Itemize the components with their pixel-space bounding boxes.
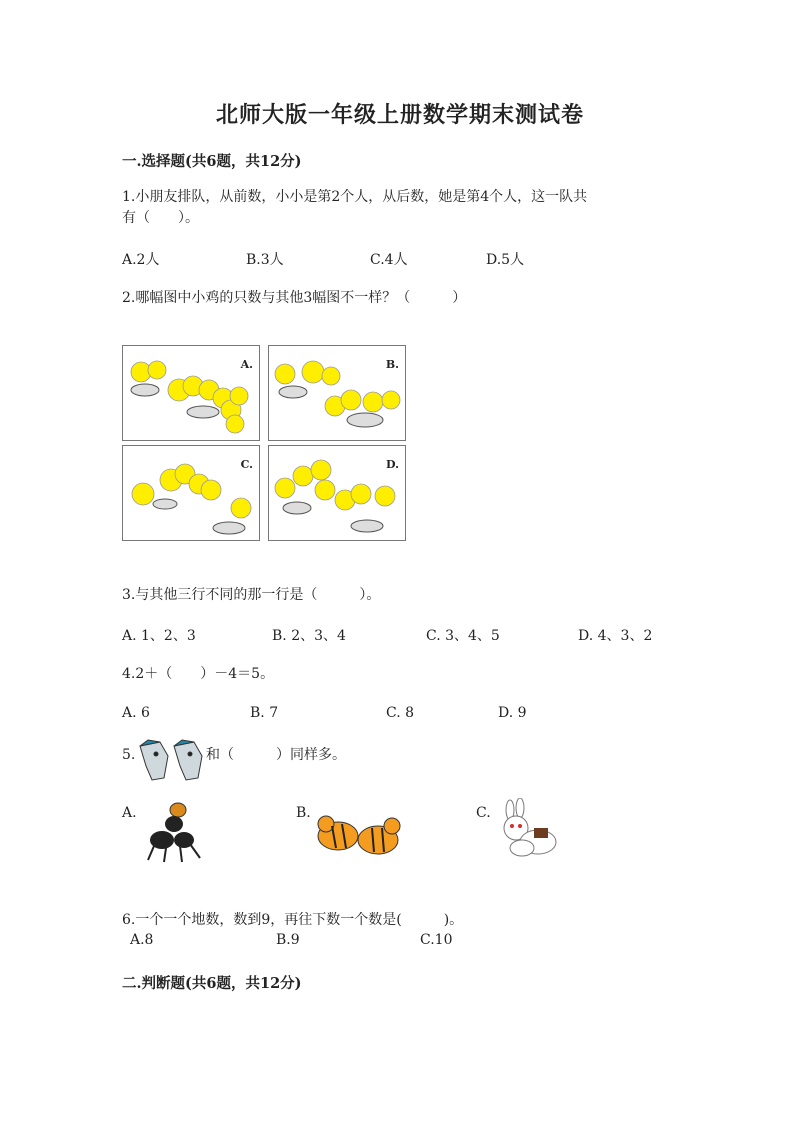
chick-drawing-b [269, 346, 405, 440]
chick-panel-b [268, 345, 406, 441]
question-5-option-a: A. [122, 805, 137, 821]
question-1-option-a: A.2人 [122, 252, 160, 268]
question-5-option-b: B. [296, 805, 311, 821]
ant-image [140, 800, 206, 864]
chick-panel-b-label: B. [385, 358, 399, 371]
question-1-option-c: C.4人 [370, 252, 408, 268]
tigers-image [314, 806, 406, 864]
question-3-option-c: C. 3、4、5 [426, 628, 500, 644]
question-4-option-c: C. 8 [386, 705, 415, 721]
section-heading-choice: 一.选择题(共6题，共12分) [122, 153, 302, 170]
chick-panel-a-label: A. [240, 358, 253, 371]
chick-panel-c-label: C. [240, 458, 253, 471]
question-3-text: 3.与其他三行不同的那一行是（ ）。 [122, 587, 381, 603]
question-3-option-b: B. 2、3、4 [272, 628, 346, 644]
chick-drawing-a [123, 346, 259, 440]
question-5-option-c: C. [476, 805, 491, 821]
question-5-text: 和（ ）同样多。 [206, 747, 346, 763]
question-4-option-d: D. 9 [498, 705, 527, 721]
question-3-option-d: D. 4、3、2 [578, 628, 653, 644]
question-4-option-b: B. 7 [250, 705, 279, 721]
question-6-option-b: B.9 [276, 932, 300, 948]
chick-drawing-d [269, 446, 405, 540]
chick-drawing-c [123, 446, 259, 540]
chick-panel-d-label: D. [386, 458, 399, 471]
section-heading-judgment: 二.判断题(共6题，共12分) [122, 975, 302, 992]
question-1-option-b: B.3人 [246, 252, 284, 268]
chick-panel-d [268, 445, 406, 541]
rabbits-image [494, 798, 564, 864]
question-1-line2: 有（ ）。 [122, 210, 199, 226]
chick-panel-c [122, 445, 260, 541]
question-4-option-a: A. 6 [122, 705, 150, 721]
question-3-option-a: A. 1、2、3 [122, 628, 196, 644]
question-1-option-d: D.5人 [486, 252, 525, 268]
question-4-text: 4.2＋（ ）－4＝5。 [122, 666, 275, 682]
chick-figure [120, 343, 408, 543]
chick-panel-a [122, 345, 260, 441]
question-1-line1: 1.小朋友排队，从前数，小小是第2个人，从后数，她是第4个人，这一队共 [122, 189, 588, 205]
horse-heads-image [134, 738, 206, 784]
question-6-text: 6.一个一个地数，数到9，再往下数一个数是( )。 [122, 912, 464, 928]
question-6-option-a: A.8 [130, 932, 154, 948]
page-title: 北师大版一年级上册数学期末测试卷 [215, 102, 584, 128]
question-5-number: 5. [122, 747, 136, 763]
question-6-option-c: C.10 [420, 932, 453, 948]
question-2-text: 2.哪幅图中小鸡的只数与其他3幅图不一样？（ ） [122, 290, 467, 306]
